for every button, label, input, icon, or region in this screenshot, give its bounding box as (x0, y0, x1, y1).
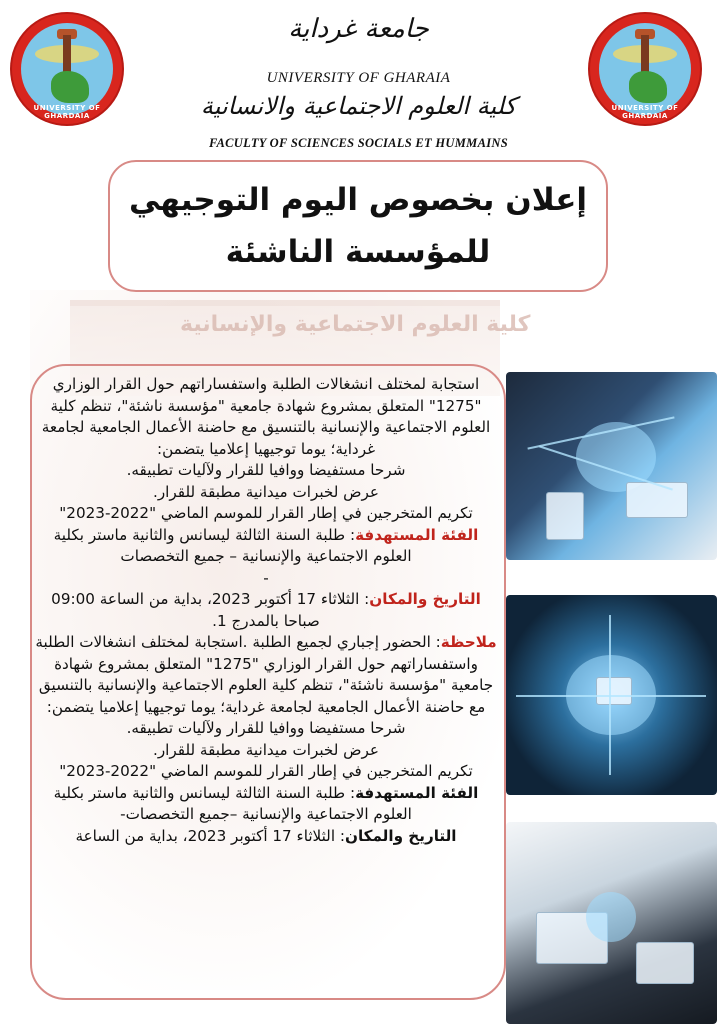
technology-photo-3 (506, 822, 717, 1024)
logo-ring-text: UNIVERSITY OF GHARDAIA (611, 104, 679, 120)
target-audience-label: الفئة المستهدفة (355, 783, 479, 802)
list-item: شرحا مستفيضا ووافيا للقرار ولآليات تطبيقه. (126, 461, 406, 479)
date-place (34, 826, 498, 848)
faculty-building-label: كلية العلوم الاجتماعية والإنسانية (180, 312, 531, 337)
university-name-english: UNIVERSITY OF GHARAIA (266, 70, 451, 86)
target-audience-label: الفئة المستهدفة (355, 525, 479, 544)
list-item: عرض لخبرات ميدانية مطبقة للقرار. (153, 740, 379, 759)
note-label: ملاحظة (440, 633, 497, 651)
separator-dash: - (263, 568, 269, 587)
target-audience (34, 525, 498, 568)
date-place-label: التاريخ والمكان (369, 590, 481, 608)
announcement-title-box (108, 160, 608, 292)
faculty-name-english: FACULTY OF SCIENCES SOCIALS ET HUMMAINS (209, 136, 508, 150)
list-item: عرض لخبرات ميدانية مطبقة للقرار. (153, 482, 379, 501)
target-audience-text: : طلبة السنة الثالثة ليسانس والثانية ماستر بكلية العلوم الاجتماعية والإنسانية – جميع التخصصات (53, 525, 412, 565)
list-item: تكريم المتخرجين في إطار القرار للموسم الماضي "2022-2023" (59, 762, 473, 780)
technology-photo-2 (506, 595, 717, 795)
target-audience-text: : طلبة السنة الثالثة ليسانس والثانية ماستر بكلية العلوم الاجتماعية والإنسانية –جميع التخصصات- (53, 783, 412, 823)
list-item: شرحا مستفيضا ووافيا للقرار ولآليات تطبيقه. (126, 719, 406, 737)
announcement-title-line-2: للمؤسسة الناشئة (225, 234, 491, 270)
list-item: تكريم المتخرجين في إطار القرار للموسم الماضي "2022-2023" (59, 504, 473, 522)
logo-ring-text: UNIVERSITY OF GHARDAIA (33, 104, 101, 120)
announcement-body (34, 374, 498, 847)
announcement-title-line-1: إعلان بخصوص اليوم التوجيهي (128, 182, 588, 218)
university-name-arabic: جامعة غرداية (288, 14, 429, 44)
faculty-name-arabic: كلية العلوم الاجتماعية والانسانية (200, 92, 517, 120)
intro-paragraph: استجابة لمختلف انشغالات الطلبة واستفساراتهم حول القرار الوزاري "1275" المتعلق بمشروع شهادة جامعية "مؤسسة ناشئة"، تنظم كلية العلوم الاجتماعية والإنسانية بالتنسيق مع حاضنة الأعمال الجامعية لجامعة غرداية؛ يوما توجيهيا إعلاميا يتضمن: (41, 375, 491, 458)
note (34, 632, 498, 718)
target-audience (34, 783, 498, 826)
note-text: : الحضور إجباري لجميع الطلبة .استجابة لمختلف انشغالات الطلبة واستفساراتهم حول القرار الوزاري "1275" المتعلق بمشروع شهادة جامعية "مؤسسة ناشئة"، تنظم كلية العلوم الاجتماعية والإنسانية بالتنسيق مع حاضنة الأعمال الجامعية لجامعة غرداية؛ يوما توجيهيا إعلاميا يتضمن: (35, 633, 494, 716)
date-place-text: : الثلاثاء 17 أكتوبر 2023، بداية من الساعة 09:00 صباحا بالمدرج 1. (51, 590, 370, 630)
technology-photo-1 (506, 372, 717, 560)
date-place-label: التاريخ والمكان (344, 826, 457, 845)
date-place-text: : الثلاثاء 17 أكتوبر 2023، بداية من الساعة (75, 826, 345, 845)
date-place (34, 589, 498, 632)
